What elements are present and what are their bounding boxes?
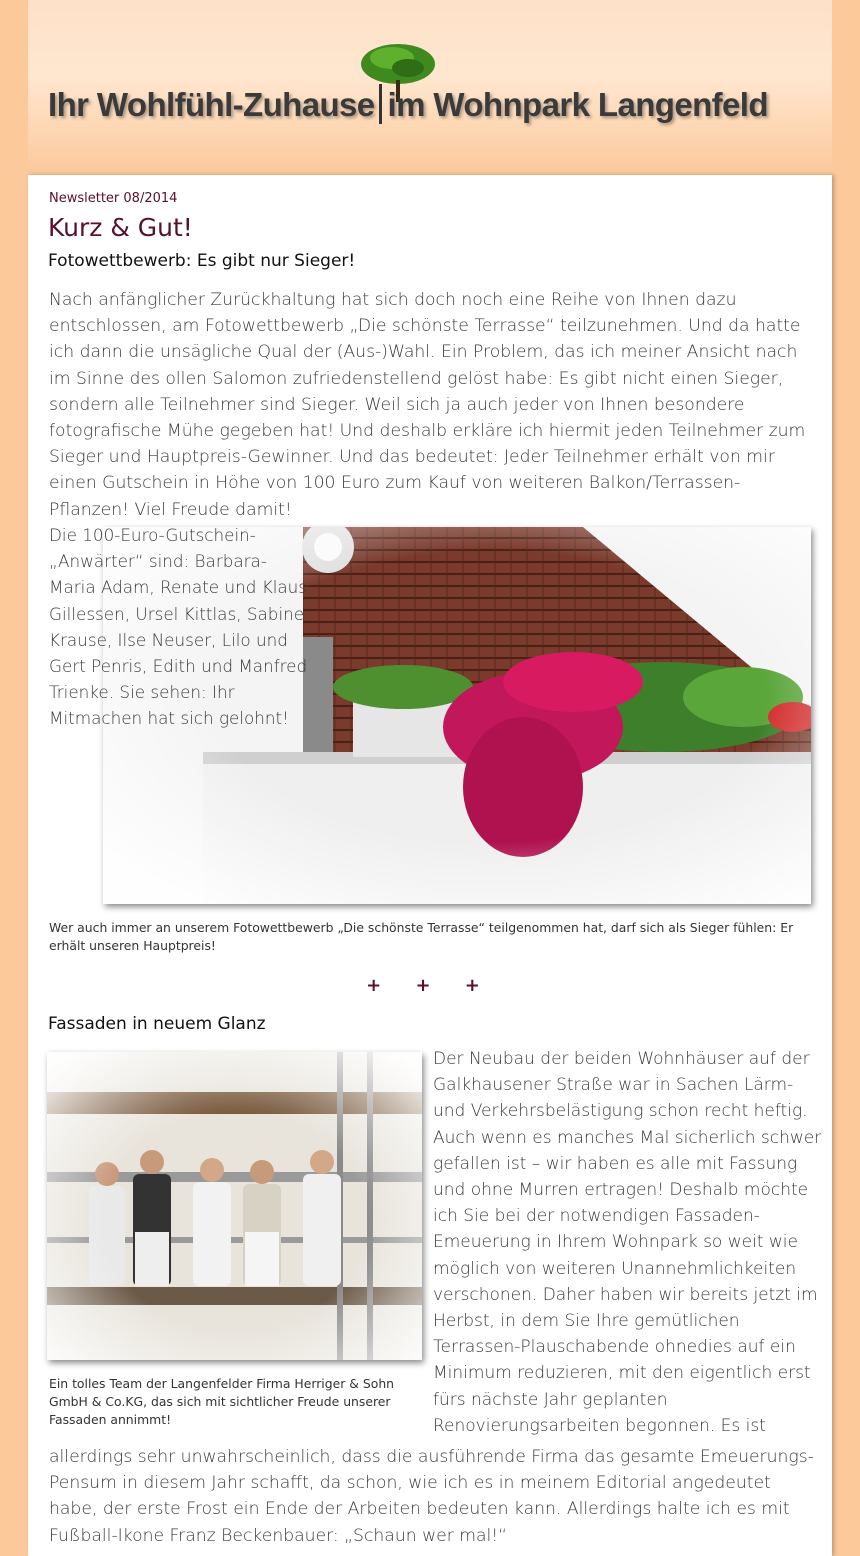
terrace-photo-caption: Wer auch immer an unserem Fotowettbewerb „Die schönste Terrasse“ teilgenommen hat, darf sich als Sieger fühlen: Er erhält unseren Hauptpreis! bbox=[49, 920, 794, 953]
winners-paragraph: Die 100-Euro-Gutschein-„Anwärter“ sind: Barbara-Maria Adam, Renate und Klaus Gillessen, Ursel Kittlas, Sabine Krause, Ilse Neuser, Lilo und Gert Penris, Edith und Manfred Trienke. Sie sehen: Ihr Mitmachen hat sich gelohnt! bbox=[49, 525, 308, 729]
facades-paragraph-full: allerdings sehr unwahrscheinlich, dass die ausführende Firma das gesamte Emeuerungs-Pensum in diesem Jahr schafft, da schon, wie ich es in meinem Editorial angedeutet habe, der erste Frost ein Ende der Arbeiten bedeuten kann. Allerdings halte ich es mit Fußball-Ikone Franz Beckenbauer: „Schaun wer mal!“ bbox=[49, 1447, 814, 1546]
newsletter-header bbox=[28, 0, 832, 175]
page-title: Kurz & Gut! bbox=[48, 213, 193, 242]
section-divider: + + + bbox=[366, 975, 494, 996]
title-separator bbox=[379, 84, 382, 124]
painters-photo-caption: Ein tolles Team der Langenfelder Firma Herriger & Sohn GmbH & Co.KG, das sich mit sichtlicher Freude unserer Fassaden annimmt! bbox=[49, 1376, 395, 1427]
section-heading-photo-contest: Fotowettbewerb: Es gibt nur Sieger! bbox=[48, 251, 356, 271]
header-title-left: Ihr Wohlfühl-Zuhause bbox=[48, 86, 375, 123]
painters-team-photo bbox=[47, 1052, 422, 1360]
newsletter-label: Newsletter 08/2014 bbox=[49, 191, 178, 206]
header-title-right: im Wohnpark Langenfeld bbox=[387, 86, 768, 123]
newsletter-content bbox=[28, 175, 832, 1556]
section-heading-facades: Fassaden in neuem Glanz bbox=[48, 1014, 266, 1034]
facades-paragraph-side: Der Neubau der beiden Wohnhäuser auf der Galkhausener Straße war in Sachen Lärm- und Verkehrsbelästigung schon recht heftig. Auch wenn es manches Mal sicherlich schwer gefallen ist – wir haben es alle mit Fassung und ohne Murren ertragen! Deshalb möchte ich Sie bei der notwendigen Fassaden-Emeuerung in Ihrem Wohnpark so weit wie möglich von weiteren Unannehmlichkeiten verschonen. Daher haben wir bereits jetzt im Herbst, in dem Sie Ihre gemütlichen Terrassen-Plauschabende ohnedies auf ein Minimum reduzieren, mit den eigentlich erst fürs nächste Jahr geplanten Renovierungsarbeiten begonnen. Es ist bbox=[433, 1049, 822, 1436]
photo-contest-paragraph: Nach anfänglicher Zurückhaltung hat sich doch noch eine Reihe von Ihnen dazu entschlossen, am Fotowettbewerb „Die schönste Terrasse“ teilzunehmen. Und da hatte ich dann die unsägliche Qual der (Aus-)Wahl. Ein Problem, das ich meiner Ansicht nach im Sinne des ollen Salomon zufriedenstellend gelöst habe: Es gibt nicht einen Sieger, sondern alle Teilnehmer sind Sieger. Weil sich ja auch jeder von Ihnen besondere fotografische Mühe gegeben hat! Und deshalb erkläre ich hiermit jeden Teilnehmer zum Sieger und Hauptpreis-Gewinner. Und das bedeutet: Jeder Teilnehmer erhält von mir einen Gutschein in Höhe von 100 Euro zum Kauf von weiteren Balkon/Terrassen-Pflanzen! Viel Freude damit! bbox=[49, 290, 806, 520]
header-title bbox=[48, 84, 818, 124]
painters-team-photo-image bbox=[47, 1052, 422, 1360]
